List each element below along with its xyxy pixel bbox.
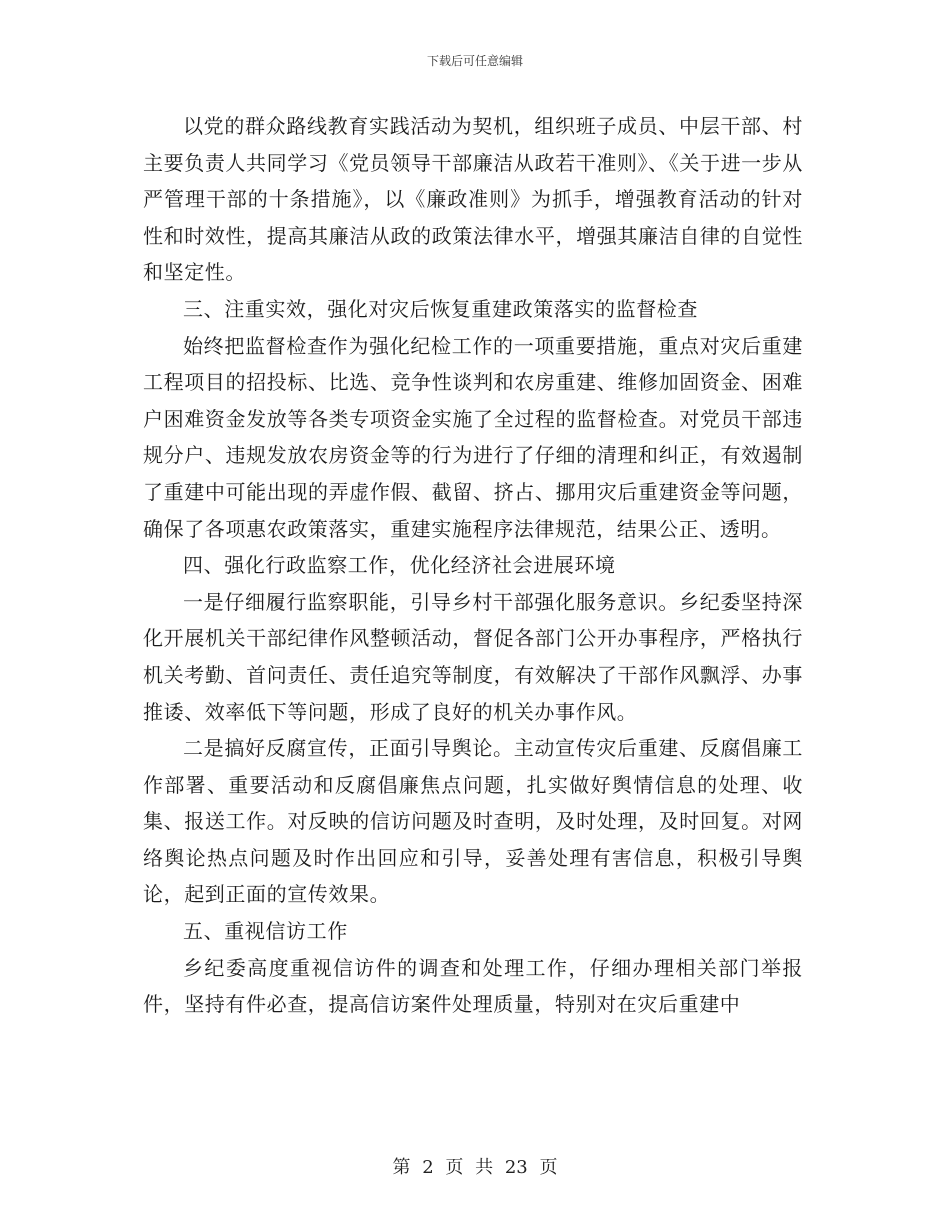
section-heading: 三、注重实效，强化对灾后恢复重建政策落实的监督检查 <box>183 296 698 321</box>
page-footer: 第 2 页 共 23 页 <box>392 1157 558 1178</box>
paragraph: 乡纪委高度重视信访件的调查和处理工作，仔细办理相关部门举报件，坚持有件必查，提高信访案件处理质量，特别对在灾后重建中 <box>143 955 803 1017</box>
page-header: 下载后可任意编辑 <box>426 54 523 68</box>
paragraph: 始终把监督检查作为强化纪检工作的一项重要措施，重点对灾后重建工程项目的招投标、比选、竞争性谈判和农房重建、维修加固资金、困难户困难资金发放等各类专项资金实施了全过程的监督检查。对党员干部违规分户、违规发放农房资金等的行为进行了仔细的清理和纠正，有效遏制了重建中可能出现的弄虚作假、截留、挤占、挪用灾后重建资金等问题，确保了各项惠农政策落实，重建实施程序法律规范，结果公正、透明。 <box>143 333 803 541</box>
section-heading: 四、强化行政监察工作，优化经济社会进展环境 <box>183 553 616 578</box>
paragraph: 以党的群众路线教育实践活动为契机，组织班子成员、中层干部、村主要负责人共同学习《党员领导干部廉洁从政若干准则》、《关于进一步从严管理干部的十条措施》，以《廉政准则》为抓手，增强教育活动的针对性和时效性，提高其廉洁从政的政策法律水平，增强其廉洁自律的自觉性和坚定性。 <box>143 114 803 285</box>
paragraph: 一是仔细履行监察职能，引导乡村干部强化服务意识。乡纪委坚持深化开展机关干部纪律作风整顿活动，督促各部门公开办事程序，严格执行机关考勤、首问责任、责任追究等制度，有效解决了干部作风飘浮、办事推诿、效率低下等问题，形成了良好的机关办事作风。 <box>143 589 803 724</box>
section-heading: 五、重视信访工作 <box>183 919 348 944</box>
paragraph: 二是搞好反腐宣传，正面引导舆论。主动宣传灾后重建、反腐倡廉工作部署、重要活动和反腐倡廉焦点问题，扎实做好舆情信息的处理、收集、报送工作。对反映的信访问题及时查明，及时处理，及时回复。对网络舆论热点问题及时作出回应和引导，妥善处理有害信息，积极引导舆论，起到正面的宣传效果。 <box>143 736 803 907</box>
document-body <box>143 108 803 1023</box>
